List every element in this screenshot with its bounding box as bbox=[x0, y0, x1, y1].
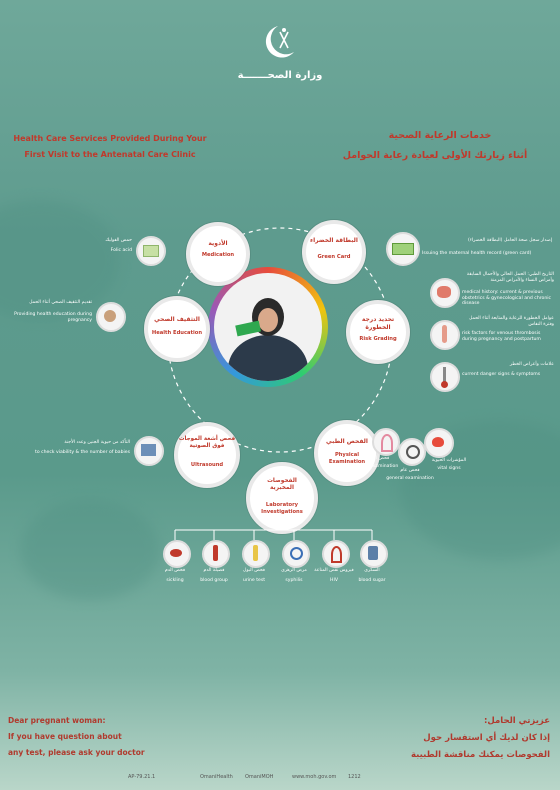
node-green-card-ar: البطاقة الخضراء bbox=[310, 237, 358, 244]
lab-label-en: urine test bbox=[242, 578, 266, 583]
ministry-logo bbox=[258, 22, 304, 62]
gender-symbol-icon bbox=[282, 540, 310, 568]
note-edu-ar: تقديم التثقيف الصحي أثناء الحمل bbox=[29, 300, 92, 305]
title-ar-1: خدمات الرعاية الصحية bbox=[388, 130, 492, 141]
node-green-card-en: Green Card bbox=[317, 254, 351, 260]
glucose-meter-icon bbox=[360, 540, 388, 568]
title-en-2: First Visit to the Antenatal Care Clinic bbox=[24, 150, 196, 159]
stethoscope-icon bbox=[398, 438, 426, 466]
footer-en-2: If you have question about bbox=[8, 732, 122, 741]
node-ultrasound-en: Ultrasound bbox=[190, 462, 224, 468]
node-lab-en: Laboratory Investigations bbox=[261, 502, 303, 515]
node-risk-grading-en: Risk Grading bbox=[359, 336, 397, 342]
note-green-card-ar: إصدار سجل صحة الحامل (البطاقة الخضراء) bbox=[467, 238, 552, 243]
note-history-ar: التاريخ الطبي: الحمل الحالي والأحمال السابقة وأمراض النساء والأمراض المزمنة bbox=[466, 272, 554, 283]
node-physical-exam-ar: الفحص الطبي bbox=[326, 438, 368, 445]
node-medication-ar: الأدوية bbox=[208, 240, 228, 247]
node-risk-grading-ar: تحديد درجة الخطورة bbox=[361, 316, 395, 331]
note-us-ar: التأكد من حيوية الجنين وعدد الأجنة bbox=[64, 440, 130, 445]
lab-label-ar: مرض الزهري bbox=[281, 568, 307, 573]
note-danger-en: current danger signs & symptoms bbox=[462, 372, 541, 377]
node-medication bbox=[186, 222, 250, 286]
node-lab-ar: الفحوصات المخبرية bbox=[267, 478, 297, 492]
lab-label-ar: فصيلة الدم bbox=[203, 568, 225, 573]
note-breast-ar: فحص الثدي bbox=[366, 456, 390, 461]
ministry-name: وزارة الصحـــــــة bbox=[237, 70, 323, 81]
note-history-en: medical history: current & previous obstetrics & gynecological and chronic disease bbox=[462, 290, 552, 306]
note-vital-en: vital signs bbox=[437, 466, 461, 471]
thermometer-icon bbox=[430, 362, 460, 392]
lab-label-en: sickling bbox=[166, 578, 184, 583]
title-en-1: Health Care Services Provided During Your bbox=[13, 134, 207, 143]
center-ring bbox=[208, 267, 328, 387]
note-medication-en: Folic acid bbox=[110, 248, 132, 253]
note-edu-en: Providing health education during pregnancy bbox=[14, 312, 92, 323]
note-vital-ar: المؤشرات الحيوية bbox=[431, 458, 467, 463]
note-risk-en: risk factors for venous thrombosis during pregnancy and postpartum bbox=[462, 331, 541, 342]
lab-label-ar: السكري bbox=[364, 568, 380, 573]
lab-tree-lines bbox=[150, 522, 390, 542]
lab-label-en: syphilis bbox=[285, 578, 303, 583]
title-ar-2: أثناء زيارتك الأولى لعيادة رعاية الحوامل bbox=[342, 150, 528, 161]
node-medication-en: Medication bbox=[201, 252, 235, 258]
note-general-ar: فحص عام bbox=[400, 468, 420, 473]
bg-blot bbox=[20, 500, 160, 600]
footer-ar-2: إذا كان لديك أي استفسار حول bbox=[423, 733, 550, 743]
lab-label-en: HIV bbox=[330, 578, 338, 583]
lab-label-ar: فحص البول bbox=[242, 568, 266, 573]
social-handle-1: OmaniHealth bbox=[200, 774, 233, 780]
doctor-photo bbox=[214, 273, 322, 381]
heart-pulse-icon bbox=[424, 428, 454, 458]
node-health-education-ar: التثقيف الصحي bbox=[154, 316, 200, 323]
note-us-en: to check viability & the number of babies bbox=[35, 450, 130, 455]
uterus-icon bbox=[430, 278, 460, 308]
footer-ar-1: عزيزتي الحامل: bbox=[484, 716, 550, 726]
leg-icon bbox=[430, 320, 460, 350]
education-icon bbox=[96, 302, 126, 332]
node-health-education bbox=[144, 296, 210, 362]
footer-en-1: Dear pregnant woman: bbox=[8, 716, 106, 725]
phone-number: 1212 bbox=[348, 774, 361, 780]
note-general-en: general examination bbox=[386, 476, 434, 481]
red-ribbon-icon bbox=[322, 540, 350, 568]
pills-icon bbox=[136, 236, 166, 266]
note-breast-en: breast examination bbox=[353, 464, 399, 469]
node-health-education-en: Health Education bbox=[151, 330, 203, 336]
node-green-card bbox=[302, 220, 366, 284]
lab-label-ar: فحص الدم bbox=[164, 568, 186, 573]
node-physical-exam bbox=[314, 420, 380, 486]
footer-ar-3: الفحوصات يمكنك مناقشة الطبيبة bbox=[411, 750, 550, 760]
urine-tube-icon bbox=[242, 540, 270, 568]
note-medication-ar: حمض الفوليك bbox=[105, 238, 132, 243]
green-card-icon bbox=[386, 232, 420, 266]
node-ultrasound-ar: فحص أشعة الموجات فوق الصوتية bbox=[178, 436, 236, 449]
lab-label-en: blood group bbox=[200, 578, 228, 583]
note-risk-ar: عوامل الخطورة للرعاية والمتابعة أثناء الحمل وفترة النفاس bbox=[469, 316, 554, 327]
note-danger-ar: علامات وأعراض الخطر bbox=[509, 362, 554, 367]
lab-label-en: blood sugar bbox=[358, 578, 386, 583]
note-green-card-en: Issuing the maternal health record (green card) bbox=[422, 251, 532, 256]
blood-cell-icon bbox=[163, 540, 191, 568]
social-handle-2: OmaniMOH bbox=[245, 774, 274, 780]
footer-code: AP-79.21.1 bbox=[128, 774, 156, 780]
lab-label-ar: فيروس نقص المناعة bbox=[314, 568, 354, 573]
blood-tube-icon bbox=[202, 540, 230, 568]
website: www.moh.gov.om bbox=[292, 774, 337, 780]
breast-ribbon-icon bbox=[372, 428, 400, 456]
node-ultrasound bbox=[174, 422, 240, 488]
node-risk-grading bbox=[346, 300, 410, 364]
footer-en-3: any test, please ask your doctor bbox=[8, 748, 145, 757]
node-physical-exam-en: Physical Examination bbox=[328, 452, 366, 465]
ultrasound-icon bbox=[134, 436, 164, 466]
